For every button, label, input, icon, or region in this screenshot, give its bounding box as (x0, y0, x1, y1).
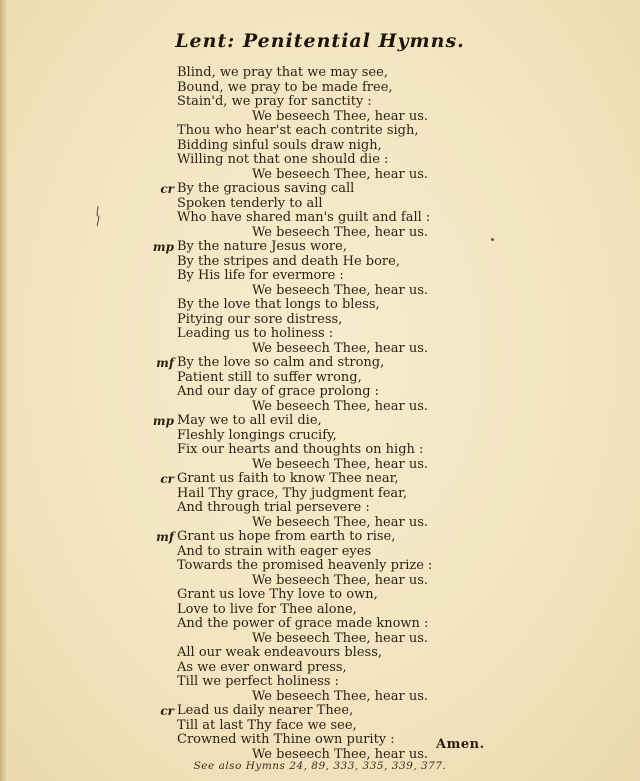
verse-line: And to strain with eager eyes (177, 543, 372, 559)
verse (0, 356, 640, 416)
verse-line: Pitying our sore distress, (177, 311, 343, 327)
verse-line: May we to all evil die, (177, 413, 322, 428)
verse-line: By the stripes and death He bore, (177, 253, 400, 269)
verse-line: As we ever onward press, (177, 659, 347, 675)
verse-refrain: We beseech Thee, hear us. (252, 166, 429, 182)
verse (0, 530, 640, 590)
verse-line: Love to live for Thee alone, (177, 601, 357, 617)
dynamic-marking: mp (152, 414, 174, 428)
verse-line: Spoken tenderly to all (177, 195, 323, 211)
dynamic-marking: mf (156, 530, 174, 544)
verse-line: Bound, we pray to be made free, (177, 79, 393, 95)
verse (0, 414, 640, 474)
verse-line: Who have shared man's guilt and fall : (177, 210, 431, 225)
page-heading: Lent: Penitential Hymns. (175, 30, 465, 52)
verse-refrain: We beseech Thee, hear us. (252, 688, 429, 704)
verse-refrain: We beseech Thee, hear us. (252, 282, 429, 298)
verse-line: Bidding sinful souls draw nigh, (177, 137, 382, 153)
verse-line: By the love that longs to bless, (177, 297, 380, 312)
verse-line: Hail Thy grace, Thy judgment fear, (177, 485, 408, 501)
verse-line: Till at last Thy face we see, (177, 717, 357, 733)
verse-line: Towards the promised heavenly prize : (177, 558, 433, 573)
verse-line: Grant us faith to know Thee near, (177, 471, 399, 486)
dynamic-marking: mf (156, 356, 174, 370)
verse-refrain: We beseech Thee, hear us. (252, 746, 429, 762)
verse-refrain: We beseech Thee, hear us. (252, 456, 429, 472)
verse-line: Leading us to holiness : (177, 326, 334, 341)
see-also-footer: See also Hymns 24, 89, 333, 335, 339, 377. (193, 760, 447, 772)
verse (0, 472, 640, 532)
dynamic-marking: cr (160, 182, 174, 196)
verse-refrain: We beseech Thee, hear us. (252, 630, 429, 646)
verse (0, 124, 640, 184)
verse-line: All our weak endeavours bless, (177, 645, 383, 660)
verse-line: Fix our hearts and thoughts on high : (177, 442, 424, 457)
verse-refrain: We beseech Thee, hear us. (252, 572, 429, 588)
verse (0, 704, 640, 764)
dynamic-marking: cr (160, 472, 174, 486)
verse-line: Thou who hear'st each contrite sigh, (177, 123, 419, 138)
verse-refrain: We beseech Thee, hear us. (252, 340, 429, 356)
verse (0, 66, 640, 126)
verse-line: Stain'd, we pray for sanctity : (177, 94, 372, 109)
verse-line: Crowned with Thine own purity : (177, 732, 395, 747)
verse-refrain: We beseech Thee, hear us. (252, 398, 429, 414)
verse (0, 588, 640, 648)
verse-line: Lead us daily nearer Thee, (177, 703, 354, 718)
verse-line: By the love so calm and strong, (177, 355, 385, 370)
dynamic-marking: cr (160, 704, 174, 718)
verse-line: By His life for evermore : (177, 268, 344, 283)
verse-refrain: We beseech Thee, hear us. (252, 514, 429, 530)
dynamic-marking: mp (152, 240, 174, 254)
verse-refrain: We beseech Thee, hear us. (252, 108, 429, 124)
verse-line: Till we perfect holiness : (177, 674, 340, 689)
verse (0, 240, 640, 300)
verse-line: By the gracious saving call (177, 181, 355, 196)
verse-line: Patient still to suffer wrong, (177, 369, 362, 385)
verse-line: By the nature Jesus wore, (177, 239, 347, 254)
verse-line: And through trial persevere : (177, 500, 370, 515)
verse-line: Grant us love Thy love to own, (177, 587, 378, 602)
verse-line: Willing not that one should die : (177, 152, 389, 167)
verse-line: And our day of grace prolong : (177, 384, 380, 399)
amen-text: Amen. (436, 737, 485, 752)
verse-line: Fleshly longings crucify, (177, 427, 337, 443)
ink-dot (491, 238, 494, 241)
verse-refrain: We beseech Thee, hear us. (252, 224, 429, 240)
verse-line: And the power of grace made known : (177, 616, 429, 631)
verse (0, 646, 640, 706)
pencil-mark-icon (95, 205, 101, 227)
verse (0, 298, 640, 358)
verse-line: Grant us hope from earth to rise, (177, 529, 396, 544)
verse-line: Blind, we pray that we may see, (177, 65, 388, 80)
